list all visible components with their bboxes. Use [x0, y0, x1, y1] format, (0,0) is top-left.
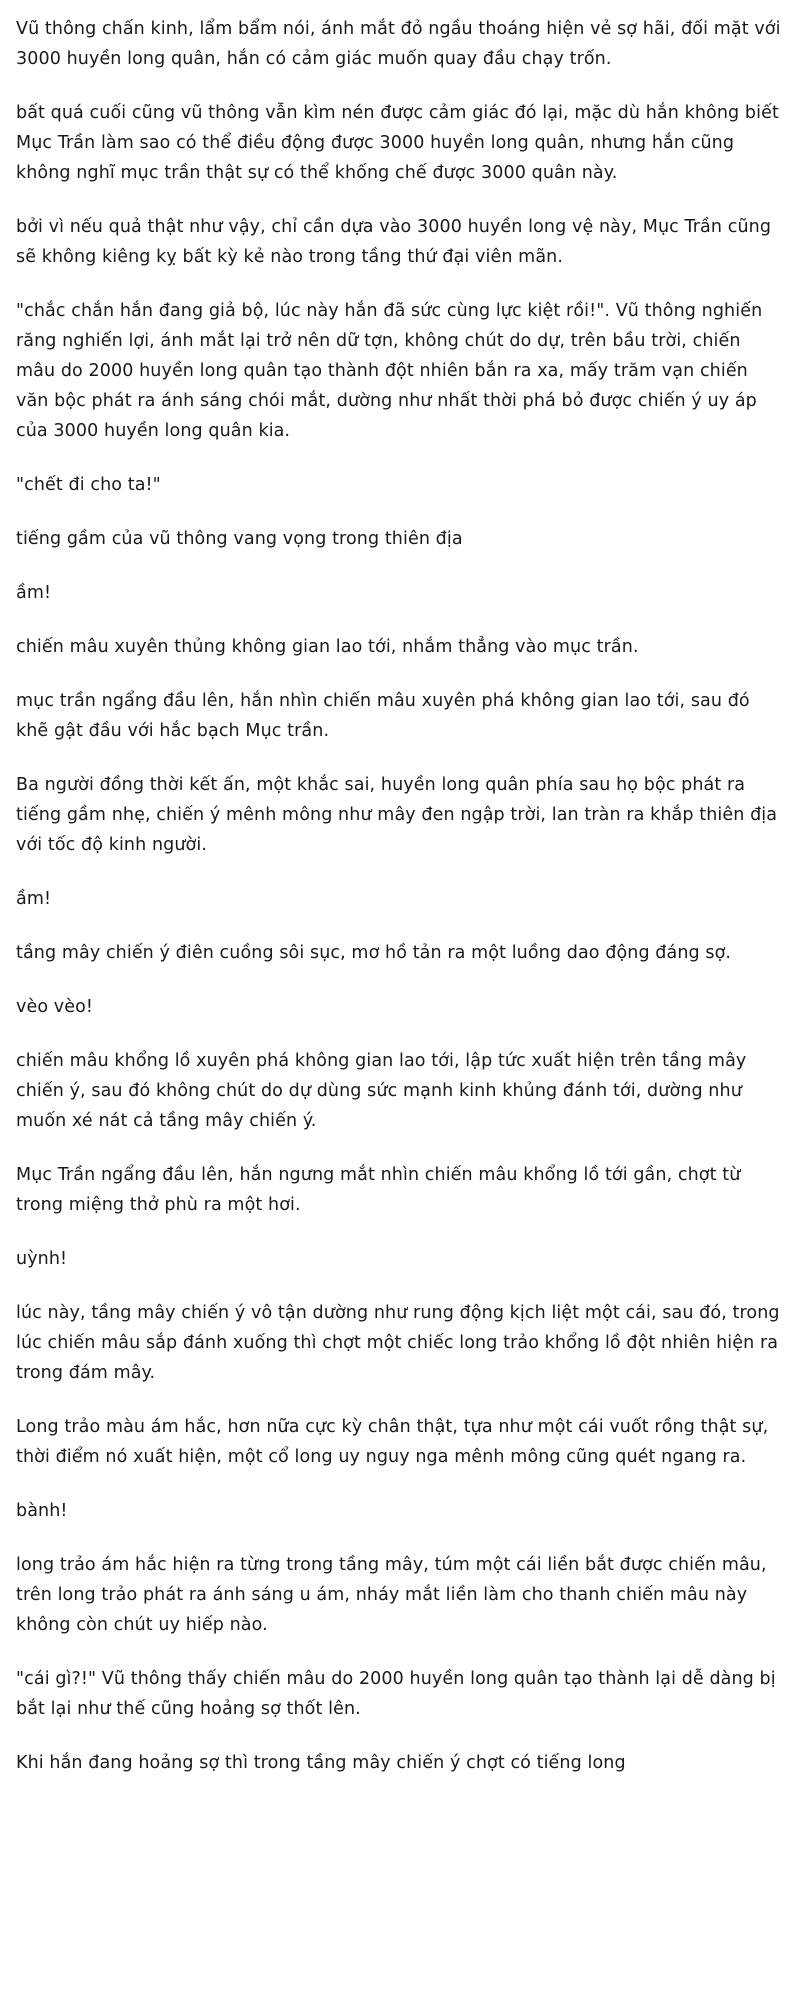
- paragraph: uỳnh!: [16, 1249, 68, 1269]
- paragraph: bởi vì nếu quả thật như vậy, chỉ cần dựa vào 3000 huyền long vệ này, Mục Trần cũng sẽ không kiêng kỵ bất kỳ kẻ nào trong tầng thứ đại viên mãn.: [16, 217, 772, 267]
- paragraph: tiếng gầm của vũ thông vang vọng trong thiên địa: [16, 529, 463, 549]
- paragraph: ầm!: [16, 889, 52, 909]
- paragraph: Mục Trần ngẩng đầu lên, hắn ngưng mắt nhìn chiến mâu khổng lồ tới gần, chợt từ trong miệng thở phù ra một hơi.: [16, 1165, 741, 1215]
- paragraph: Vũ thông chấn kinh, lẩm bẩm nói, ánh mắt đỏ ngầu thoáng hiện vẻ sợ hãi, đối mặt với 3000 huyền long quân, hắn có cảm giác muốn quay đầu chạy trốn.: [16, 19, 781, 69]
- paragraph: vèo vèo!: [16, 997, 94, 1017]
- paragraph: chiến mâu xuyên thủng không gian lao tới, nhắm thẳng vào mục trần.: [16, 637, 639, 657]
- paragraph: lúc này, tầng mây chiến ý vô tận dường như rung động kịch liệt một cái, sau đó, trong lúc chiến mâu sắp đánh xuống thì chợt một chiếc long trảo khổng lồ đột nhiên hiện ra trong đám mây.: [16, 1303, 780, 1383]
- paragraph: bành!: [16, 1501, 68, 1521]
- paragraph: tầng mây chiến ý điên cuồng sôi sục, mơ hồ tản ra một luồng dao động đáng sợ.: [16, 943, 732, 963]
- paragraph: mục trần ngẩng đầu lên, hắn nhìn chiến mâu xuyên phá không gian lao tới, sau đó khẽ gật đầu với hắc bạch Mục trần.: [16, 691, 750, 741]
- paragraph: bất quá cuối cũng vũ thông vẫn kìm nén được cảm giác đó lại, mặc dù hắn không biết Mục Trần làm sao có thể điều động được 3000 huyền long quân, nhưng hắn cũng không nghĩ mục trần thật sự có thể khống chế được 3000 quân này.: [16, 103, 779, 183]
- paragraph: Ba người đồng thời kết ấn, một khắc sai, huyền long quân phía sau họ bộc phát ra tiếng gầm nhẹ, chiến ý mênh mông như mây đen ngập trời, lan tràn ra khắp thiên địa với tốc độ kinh người.: [16, 775, 778, 855]
- paragraph: chiến mâu khổng lồ xuyên phá không gian lao tới, lập tức xuất hiện trên tầng mây chiến ý, sau đó không chút do dự dùng sức mạnh kinh khủng đánh tới, dường như muốn xé nát cả tầng mây chiến ý.: [16, 1051, 747, 1131]
- chapter-text-body: [16, 14, 784, 1778]
- paragraph: Long trảo màu ám hắc, hơn nữa cực kỳ chân thật, tựa như một cái vuốt rồng thật sự, thời điểm nó xuất hiện, một cổ long uy nguy nga mênh mông cũng quét ngang ra.: [16, 1417, 769, 1467]
- paragraph: long trảo ám hắc hiện ra từng trong tầng mây, túm một cái liền bắt được chiến mâu, trên long trảo phát ra ánh sáng u ám, nháy mắt liền làm cho thanh chiến mâu này không còn chút uy hiếp nào.: [16, 1555, 767, 1635]
- paragraph: "chắc chắn hắn đang giả bộ, lúc này hắn đã sức cùng lực kiệt rồi!". Vũ thông nghiến răng nghiến lợi, ánh mắt lại trở nên dữ tợn, không chút do dự, trên bầu trời, chiến mâu do 2000 huyền long quân tạo thành đột nhiên bắn ra xa, mấy trăm vạn chiến văn bộc phát ra ánh sáng chói mắt, dường như nhất thời phá bỏ được chiến ý uy áp của 3000 huyền long quân kia.: [16, 301, 763, 441]
- paragraph: "chết đi cho ta!": [16, 475, 161, 495]
- paragraph: Khi hắn đang hoảng sợ thì trong tầng mây chiến ý chợt có tiếng long: [16, 1753, 626, 1773]
- paragraph: "cái gì?!" Vũ thông thấy chiến mâu do 2000 huyền long quân tạo thành lại dễ dàng bị bắt lại như thế cũng hoảng sợ thốt lên.: [16, 1669, 776, 1719]
- paragraph: ầm!: [16, 583, 52, 603]
